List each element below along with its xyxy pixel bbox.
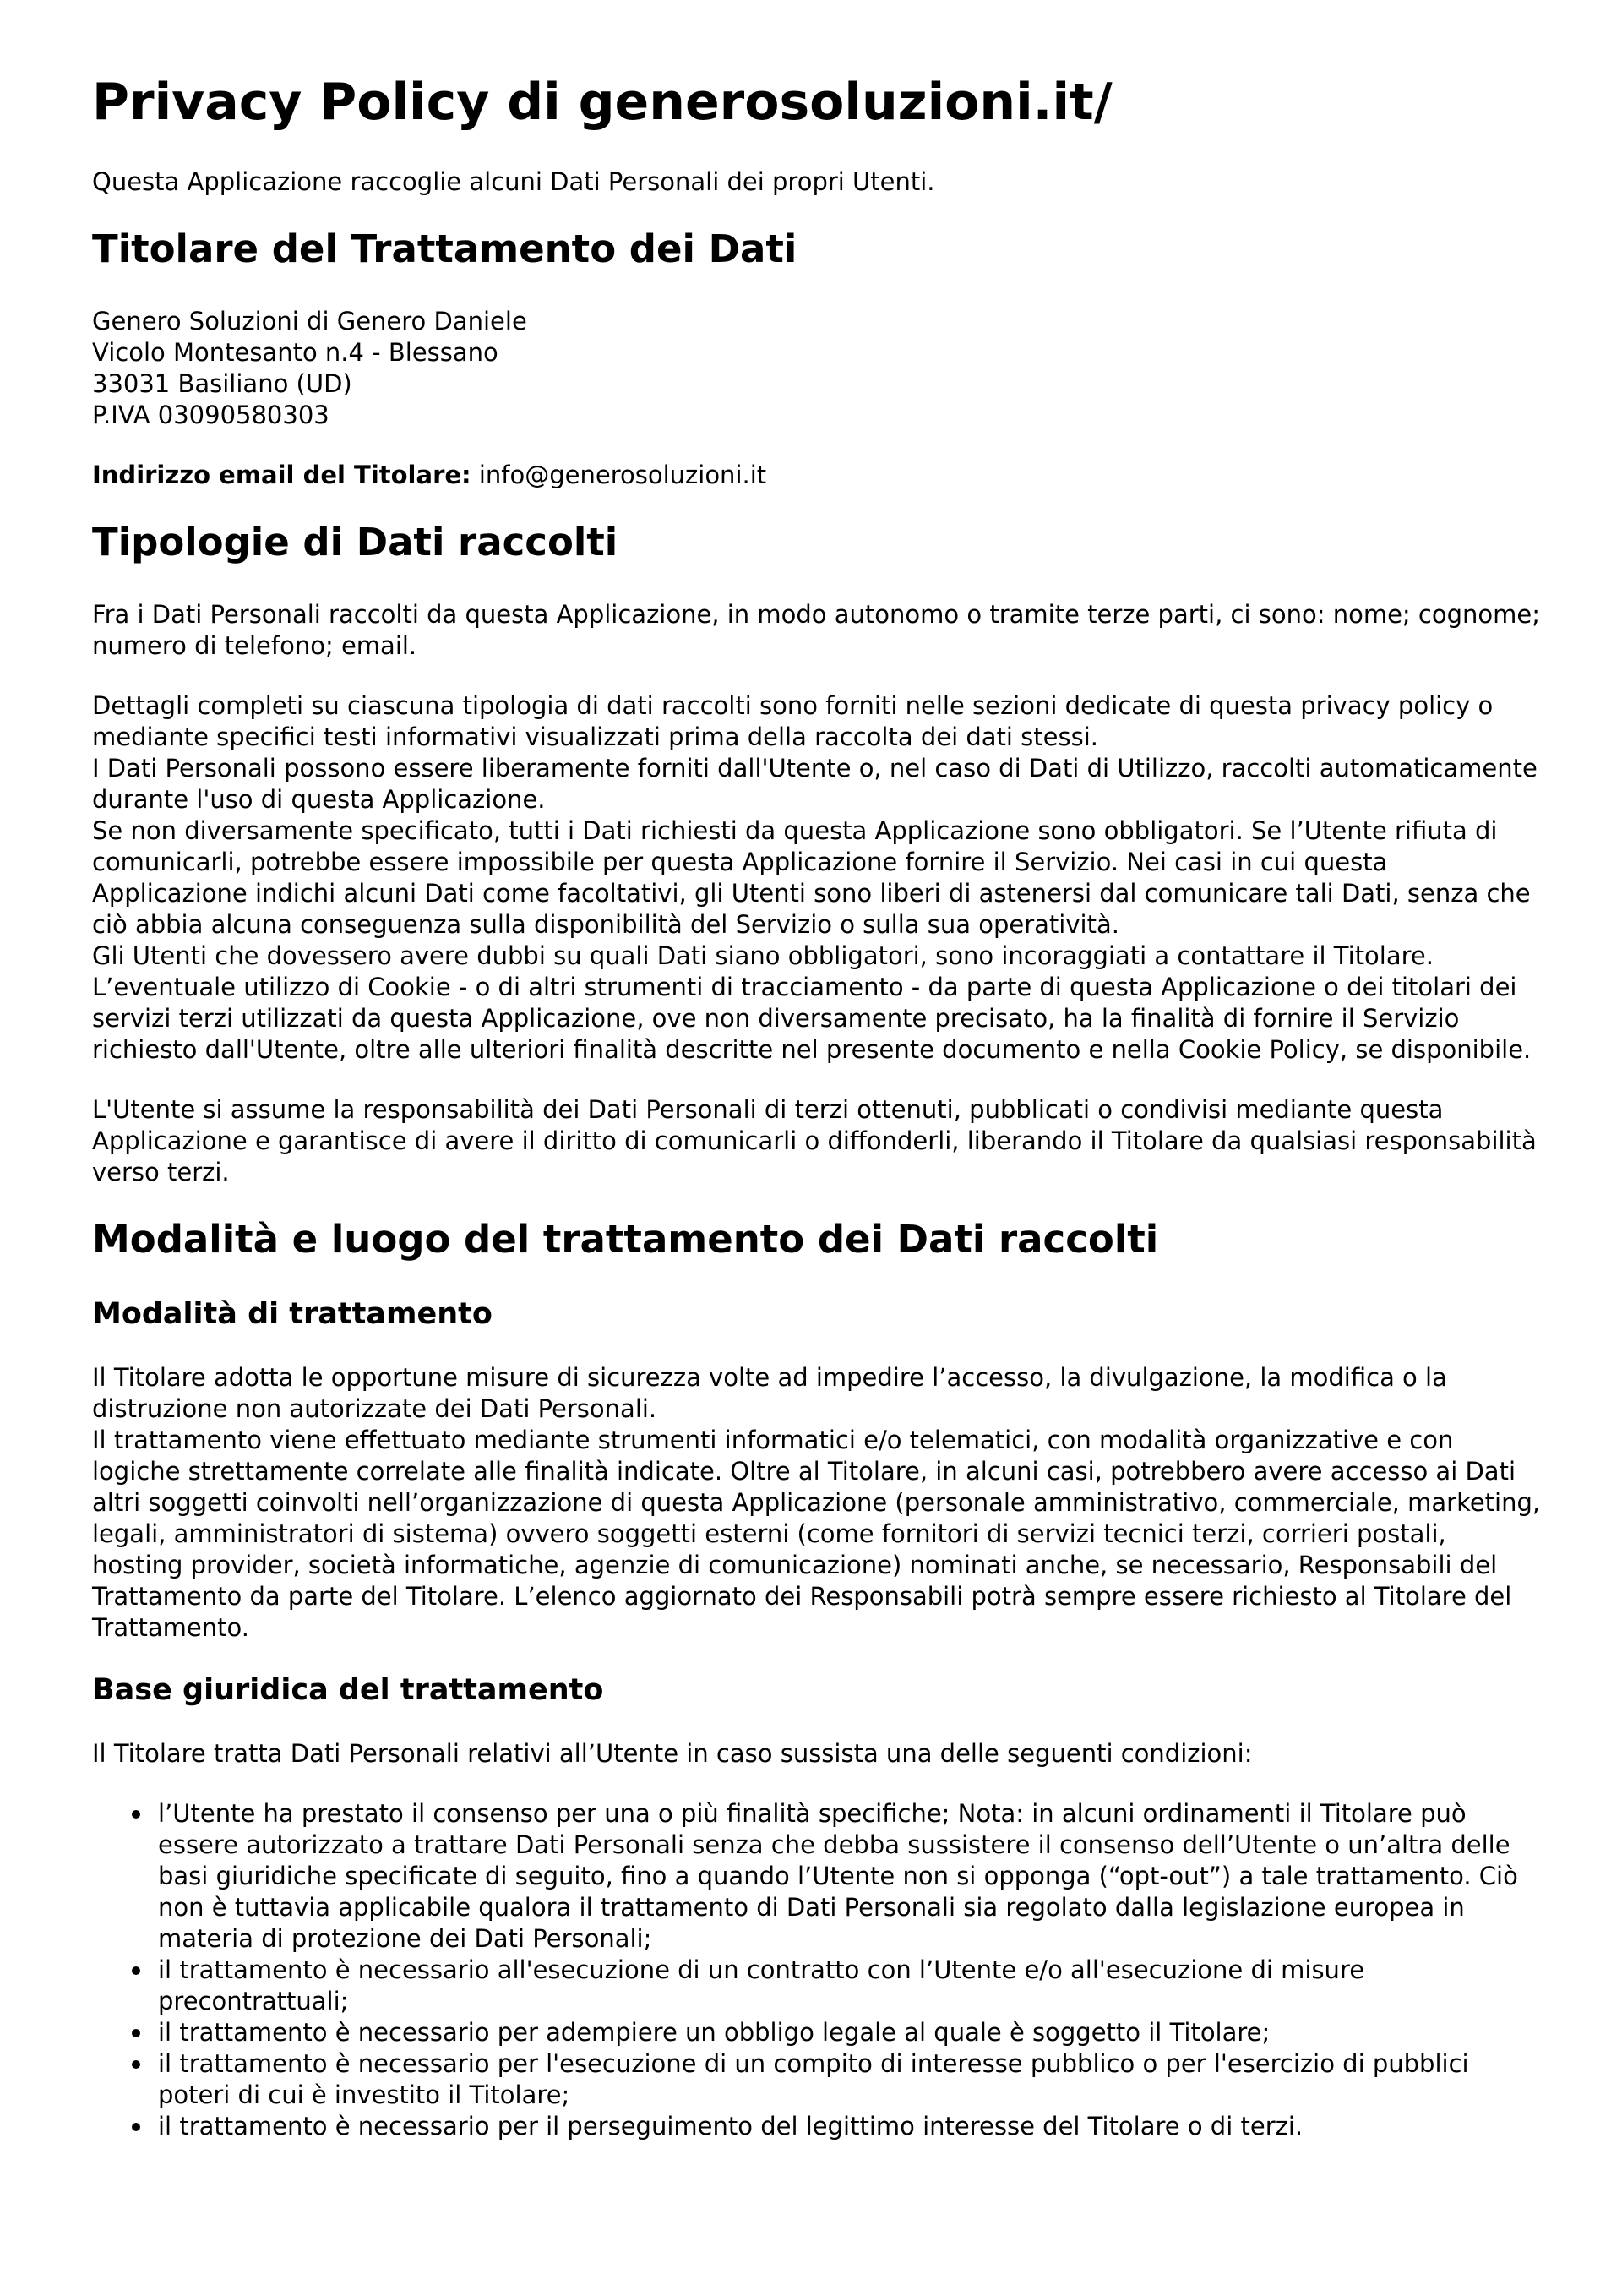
list-item: il trattamento è necessario per adempiere un obbligo legale al quale è soggetto il Titolare; [158,2017,1542,2048]
tipologie-paragraph-2 [92,690,1542,1066]
paragraph-line: Il trattamento viene effettuato mediante strumenti informatici e/o telematici, con modalità organizzative e con logiche strettamente correlate alle finalità indicate. Oltre al Titolare, in alcuni casi, potrebbero avere accesso ai Dati altri soggetti coinvolti nell’organizzazione di questa Applicazione (personale amministrativo, commerciale, marketing, legali, amministratori di sistema) ovvero soggetti esterni (come fornitori di servizi tecnici terzi, corrieri postali, hosting provider, società informatiche, agenzie di comunicazione) nominati anche, se necessario, Responsabili del Trattamento da parte del Titolare. L’elenco aggiornato dei Responsabili potrà sempre essere richiesto al Titolare del Trattamento. [92,1426,1541,1642]
tipologie-paragraph-3: L'Utente si assume la responsabilità dei Dati Personali di terzi ottenuti, pubblicati o condivisi mediante questa Applicazione e garantisce di avere il diritto di comunicarli o diffonderli, liberando il Titolare da qualsiasi responsabilità verso terzi. [92,1095,1537,1186]
paragraph-line: Se non diversamente specificato, tutti i Dati richiesti da questa Applicazione sono obbligatori. Se l’Utente rifiuta di comunicarli, potrebbe essere impossibile per questa Applicazione fornire il Servizio. Nei casi in cui questa Applicazione indichi alcuni Dati come facoltativi, gli Utenti sono liberi di astenersi dal comunicare tali Dati, senza che ciò abbia alcuna conseguenza sulla disponibilità del Servizio o sulla sua operatività. [92,816,1531,939]
base-giuridica-list [92,1798,1542,2142]
base-giuridica-intro: Il Titolare tratta Dati Personali relativi all’Utente in caso sussista una delle seguenti condizioni: [92,1739,1253,1768]
page-title: Privacy Policy di generosoluzioni.it/ [92,73,1113,132]
address-line: Genero Soluzioni di Genero Daniele [92,307,527,335]
address-line: Vicolo Montesanto n.4 - Blessano [92,338,498,367]
paragraph-line: I Dati Personali possono essere liberamente forniti dall'Utente o, nel caso di Dati di Utilizzo, raccolti automaticamente durante l'uso di questa Applicazione. [92,754,1538,814]
paragraph-line: Gli Utenti che dovessero avere dubbi su quali Dati siano obbligatori, sono incoraggiati a contattare il Titolare. [92,941,1434,970]
list-item: il trattamento è necessario all'esecuzione di un contratto con l’Utente e/o all'esecuzione di misure precontrattuali; [158,1955,1542,2017]
email-label: Indirizzo email del Titolare: [92,461,471,489]
email-value: info@generosoluzioni.it [478,461,767,489]
address-line: P.IVA 03090580303 [92,401,329,429]
list-item: il trattamento è necessario per il perseguimento del legittimo interesse del Titolare o di terzi. [158,2111,1542,2142]
tipologie-paragraph-1: Fra i Dati Personali raccolti da questa Applicazione, in modo autonomo o tramite terze parti, ci sono: nome; cognome; numero di telefono; email. [92,600,1540,660]
paragraph-line: Il Titolare adotta le opportune misure di sicurezza volte ad impedire l’accesso, la divulgazione, la modifica o la distruzione non autorizzate dei Dati Personali. [92,1363,1447,1423]
titolare-address [92,306,1542,431]
section-heading-tipologie: Tipologie di Dati raccolti [92,520,618,564]
address-line: 33031 Basiliano (UD) [92,369,352,398]
paragraph-line: Dettagli completi su ciascuna tipologia di dati raccolti sono forniti nelle sezioni dedicate di questa privacy policy o mediante specifici testi informativi visualizzati prima della raccolta dei dati stessi. [92,691,1494,751]
section-heading-modalita-luogo: Modalità e luogo del trattamento dei Dati raccolti [92,1217,1159,1262]
subsection-heading-base-giuridica: Base giuridica del trattamento [92,1673,604,1707]
section-heading-titolare: Titolare del Trattamento dei Dati [92,226,797,271]
intro-text: Questa Applicazione raccoglie alcuni Dati Personali dei propri Utenti. [92,167,935,196]
subsection-heading-modalita: Modalità di trattamento [92,1297,493,1331]
modalita-paragraph [92,1362,1542,1644]
paragraph-line: L’eventuale utilizzo di Cookie - o di altri strumenti di tracciamento - da parte di questa Applicazione o dei titolari dei servizi terzi utilizzati da questa Applicazione, ove non diversamente precisato, ha la finalità di fornire il Servizio richiesto dall'Utente, oltre alle ulteriori finalità descritte nel presente documento e nella Cookie Policy, se disponibile. [92,973,1532,1064]
list-item: l’Utente ha prestato il consenso per una o più finalità specifiche; Nota: in alcuni ordinamenti il Titolare può essere autorizzato a trattare Dati Personali senza che debba sussistere il consenso dell’Utente o un’altra delle basi giuridiche specificate di seguito, fino a quando l’Utente non si opponga (“opt-out”) a tale trattamento. Ciò non è tuttavia applicabile qualora il trattamento di Dati Personali sia regolato dalla legislazione europea in materia di protezione dei Dati Personali; [158,1798,1542,1955]
titolare-email-row [92,460,1542,491]
list-item: il trattamento è necessario per l'esecuzione di un compito di interesse pubblico o per l'esercizio di pubblici poteri di cui è investito il Titolare; [158,2048,1542,2111]
